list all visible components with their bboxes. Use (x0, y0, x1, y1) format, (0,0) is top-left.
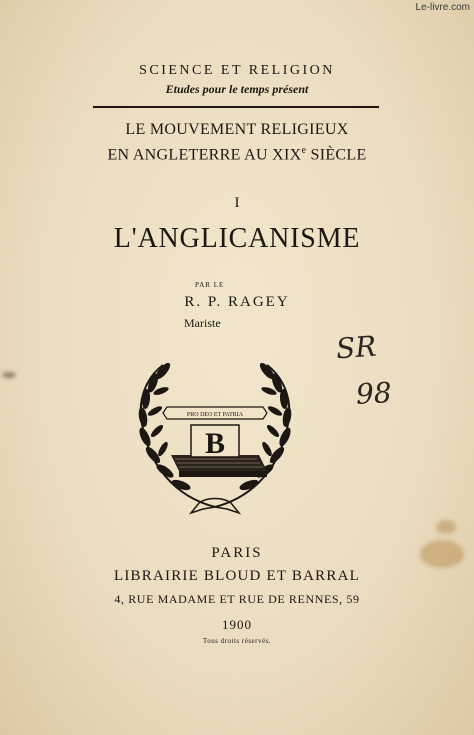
handwritten-shelfmark-line-1: SR (334, 329, 378, 366)
series-subtitle: Etudes pour le temps présent (165, 82, 309, 96)
imprint-address: 4, RUE MADAME ET RUE DE RENNES, 59 (114, 592, 360, 606)
watermark: Le-livre.com (415, 2, 470, 13)
title-line-2 (0, 145, 474, 164)
series-title: SCIENCE ET RELIGION (139, 63, 335, 78)
by-label: PAR LE (195, 281, 225, 289)
title-line-2-suffix: SIÈCLE (306, 146, 367, 164)
header-rule (93, 106, 379, 108)
title-line-2-superscript: e (301, 145, 307, 156)
imprint-publisher: LIBRAIRIE BLOUD ET BARRAL (114, 568, 360, 584)
title-line-2-prefix: EN ANGLETERRE AU XIX (107, 146, 302, 164)
page-stain (436, 520, 456, 534)
monogram-letter: B (204, 427, 226, 460)
author-role: Mariste (184, 316, 221, 330)
publisher-emblem (127, 357, 303, 515)
imprint-rights: Tous droits réservés. (202, 637, 272, 645)
main-title: L'ANGLICANISME (113, 223, 361, 254)
handwritten-shelfmark-line-2: 98 (355, 376, 393, 411)
title-line-1: LE MOUVEMENT RELIGIEUX (125, 121, 349, 138)
motto-banner-text: PRO DEO ET PATRIA (186, 412, 244, 418)
volume-number: I (234, 195, 240, 211)
page-stain (2, 372, 16, 378)
imprint-city: PARIS (211, 545, 263, 561)
author-name: R. P. RAGEY (184, 294, 290, 310)
imprint-year: 1900 (222, 617, 252, 632)
